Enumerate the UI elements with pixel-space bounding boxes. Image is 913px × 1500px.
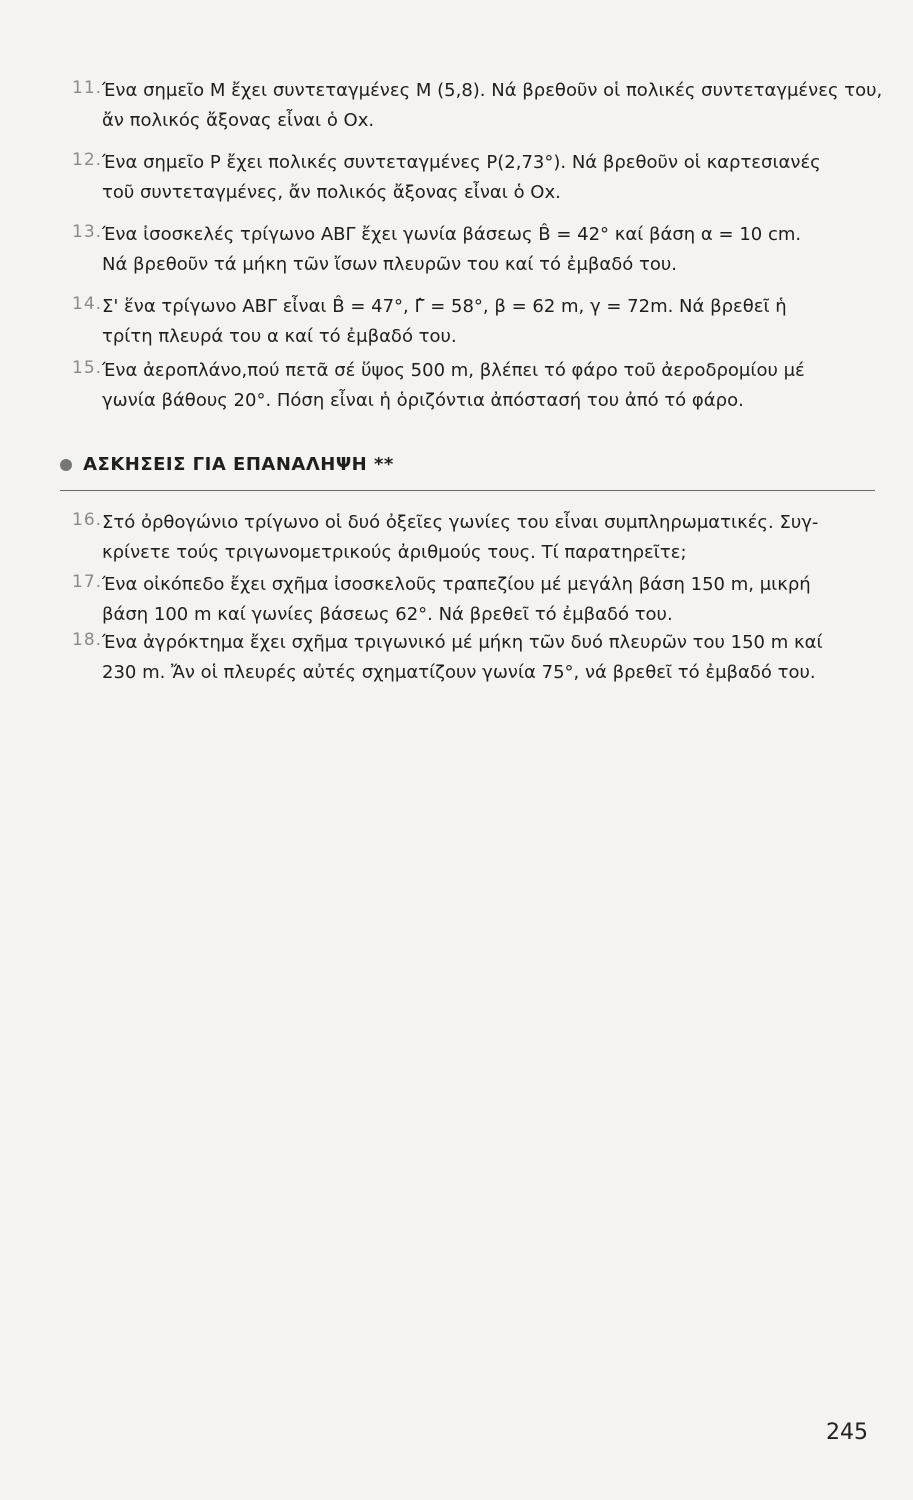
- section-heading: ΑΣΚΗΣΕΙΣ ΓΙΑ ΕΠΑΝΑΛΗΨΗ **: [83, 454, 394, 475]
- exercise-line: κρίνετε τούς τριγωνομετρικούς ἀριθμούς τους. Τί παρατηρεῖτε;: [102, 542, 687, 563]
- exercise-line: Ένα σημεῖο Μ ἔχει συντεταγμένες Μ (5,8). Νά βρεθοῦν οἱ πολικές συντεταγμένες του,: [102, 80, 883, 101]
- exercise-12: [72, 148, 882, 208]
- exercise-14: [72, 292, 882, 352]
- exercise-15: [72, 356, 882, 416]
- exercise-line: Σ' ἕνα τρίγωνο ΑΒΓ εἶναι B̂ = 47°, Γ̂ = 58°, β = 62 m, γ = 72m. Νά βρεθεῖ ἡ: [102, 296, 787, 317]
- section-divider: [60, 490, 875, 491]
- exercise-line: Ένα σημεῖο P ἔχει πολικές συντεταγμένες P(2,73°). Νά βρεθοῦν οἱ καρτεσιανές: [102, 152, 821, 173]
- exercise-line: Ένα ἰσοσκελές τρίγωνο ΑΒΓ ἔχει γωνία βάσεως B̂ = 42° καί βάση α = 10 cm.: [102, 224, 802, 245]
- bullet-icon: [60, 459, 72, 471]
- exercise-line: τοῦ συντεταγμένες, ἄν πολικός ἄξονας εἶναι ὁ Οx.: [102, 182, 561, 203]
- exercise-number: 18.: [72, 630, 103, 650]
- exercise-18: [72, 628, 882, 688]
- exercise-17: [72, 570, 882, 630]
- exercise-line: Ένα ἀεροπλάνο,πού πετᾶ σέ ὕψος 500 m, βλέπει τό φάρο τοῦ ἀεροδρομίου μέ: [102, 360, 805, 381]
- exercise-line: γωνία βάθους 20°. Πόση εἶναι ἡ ὁριζόντια ἀπόστασή του ἀπό τό φάρο.: [102, 390, 744, 411]
- exercise-line: Στό ὀρθογώνιο τρίγωνο οἱ δυό ὀξεῖες γωνίες του εἶναι συμπληρωματικές. Συγ-: [102, 512, 819, 533]
- page-number: 245: [826, 1420, 868, 1445]
- exercise-number: 17.: [72, 572, 103, 592]
- exercise-number: 13.: [72, 222, 103, 242]
- exercise-line: βάση 100 m καί γωνίες βάσεως 62°. Νά βρεθεῖ τό ἐμβαδό του.: [102, 604, 673, 625]
- exercise-line: Ένα ἀγρόκτημα ἔχει σχῆμα τριγωνικό μέ μήκη τῶν δυό πλευρῶν του 150 m καί: [102, 632, 823, 653]
- review-section-header: [60, 454, 880, 475]
- exercise-number: 11.: [72, 78, 103, 98]
- exercise-11: [72, 76, 882, 136]
- show-through-texture: [60, 720, 880, 1280]
- exercise-line: Ένα οἰκόπεδο ἔχει σχῆμα ἰσοσκελοῦς τραπεζίου μέ μεγάλη βάση 150 m, μικρή: [102, 574, 811, 595]
- exercise-number: 12.: [72, 150, 103, 170]
- exercise-13: [72, 220, 882, 280]
- exercise-16: [72, 508, 882, 568]
- exercise-number: 16.: [72, 510, 103, 530]
- exercise-line: Νά βρεθοῦν τά μήκη τῶν ἴσων πλευρῶν του καί τό ἐμβαδό του.: [102, 254, 677, 275]
- exercise-number: 15.: [72, 358, 103, 378]
- exercise-line: τρίτη πλευρά του α καί τό ἐμβαδό του.: [102, 326, 457, 347]
- exercise-number: 14.: [72, 294, 103, 314]
- exercise-line: 230 m. Ἄν οἱ πλευρές αὐτές σχηματίζουν γωνία 75°, νά βρεθεῖ τό ἐμβαδό του.: [102, 662, 816, 683]
- exercise-line: ἄν πολικός ἄξονας εἶναι ὁ Οx.: [102, 110, 375, 131]
